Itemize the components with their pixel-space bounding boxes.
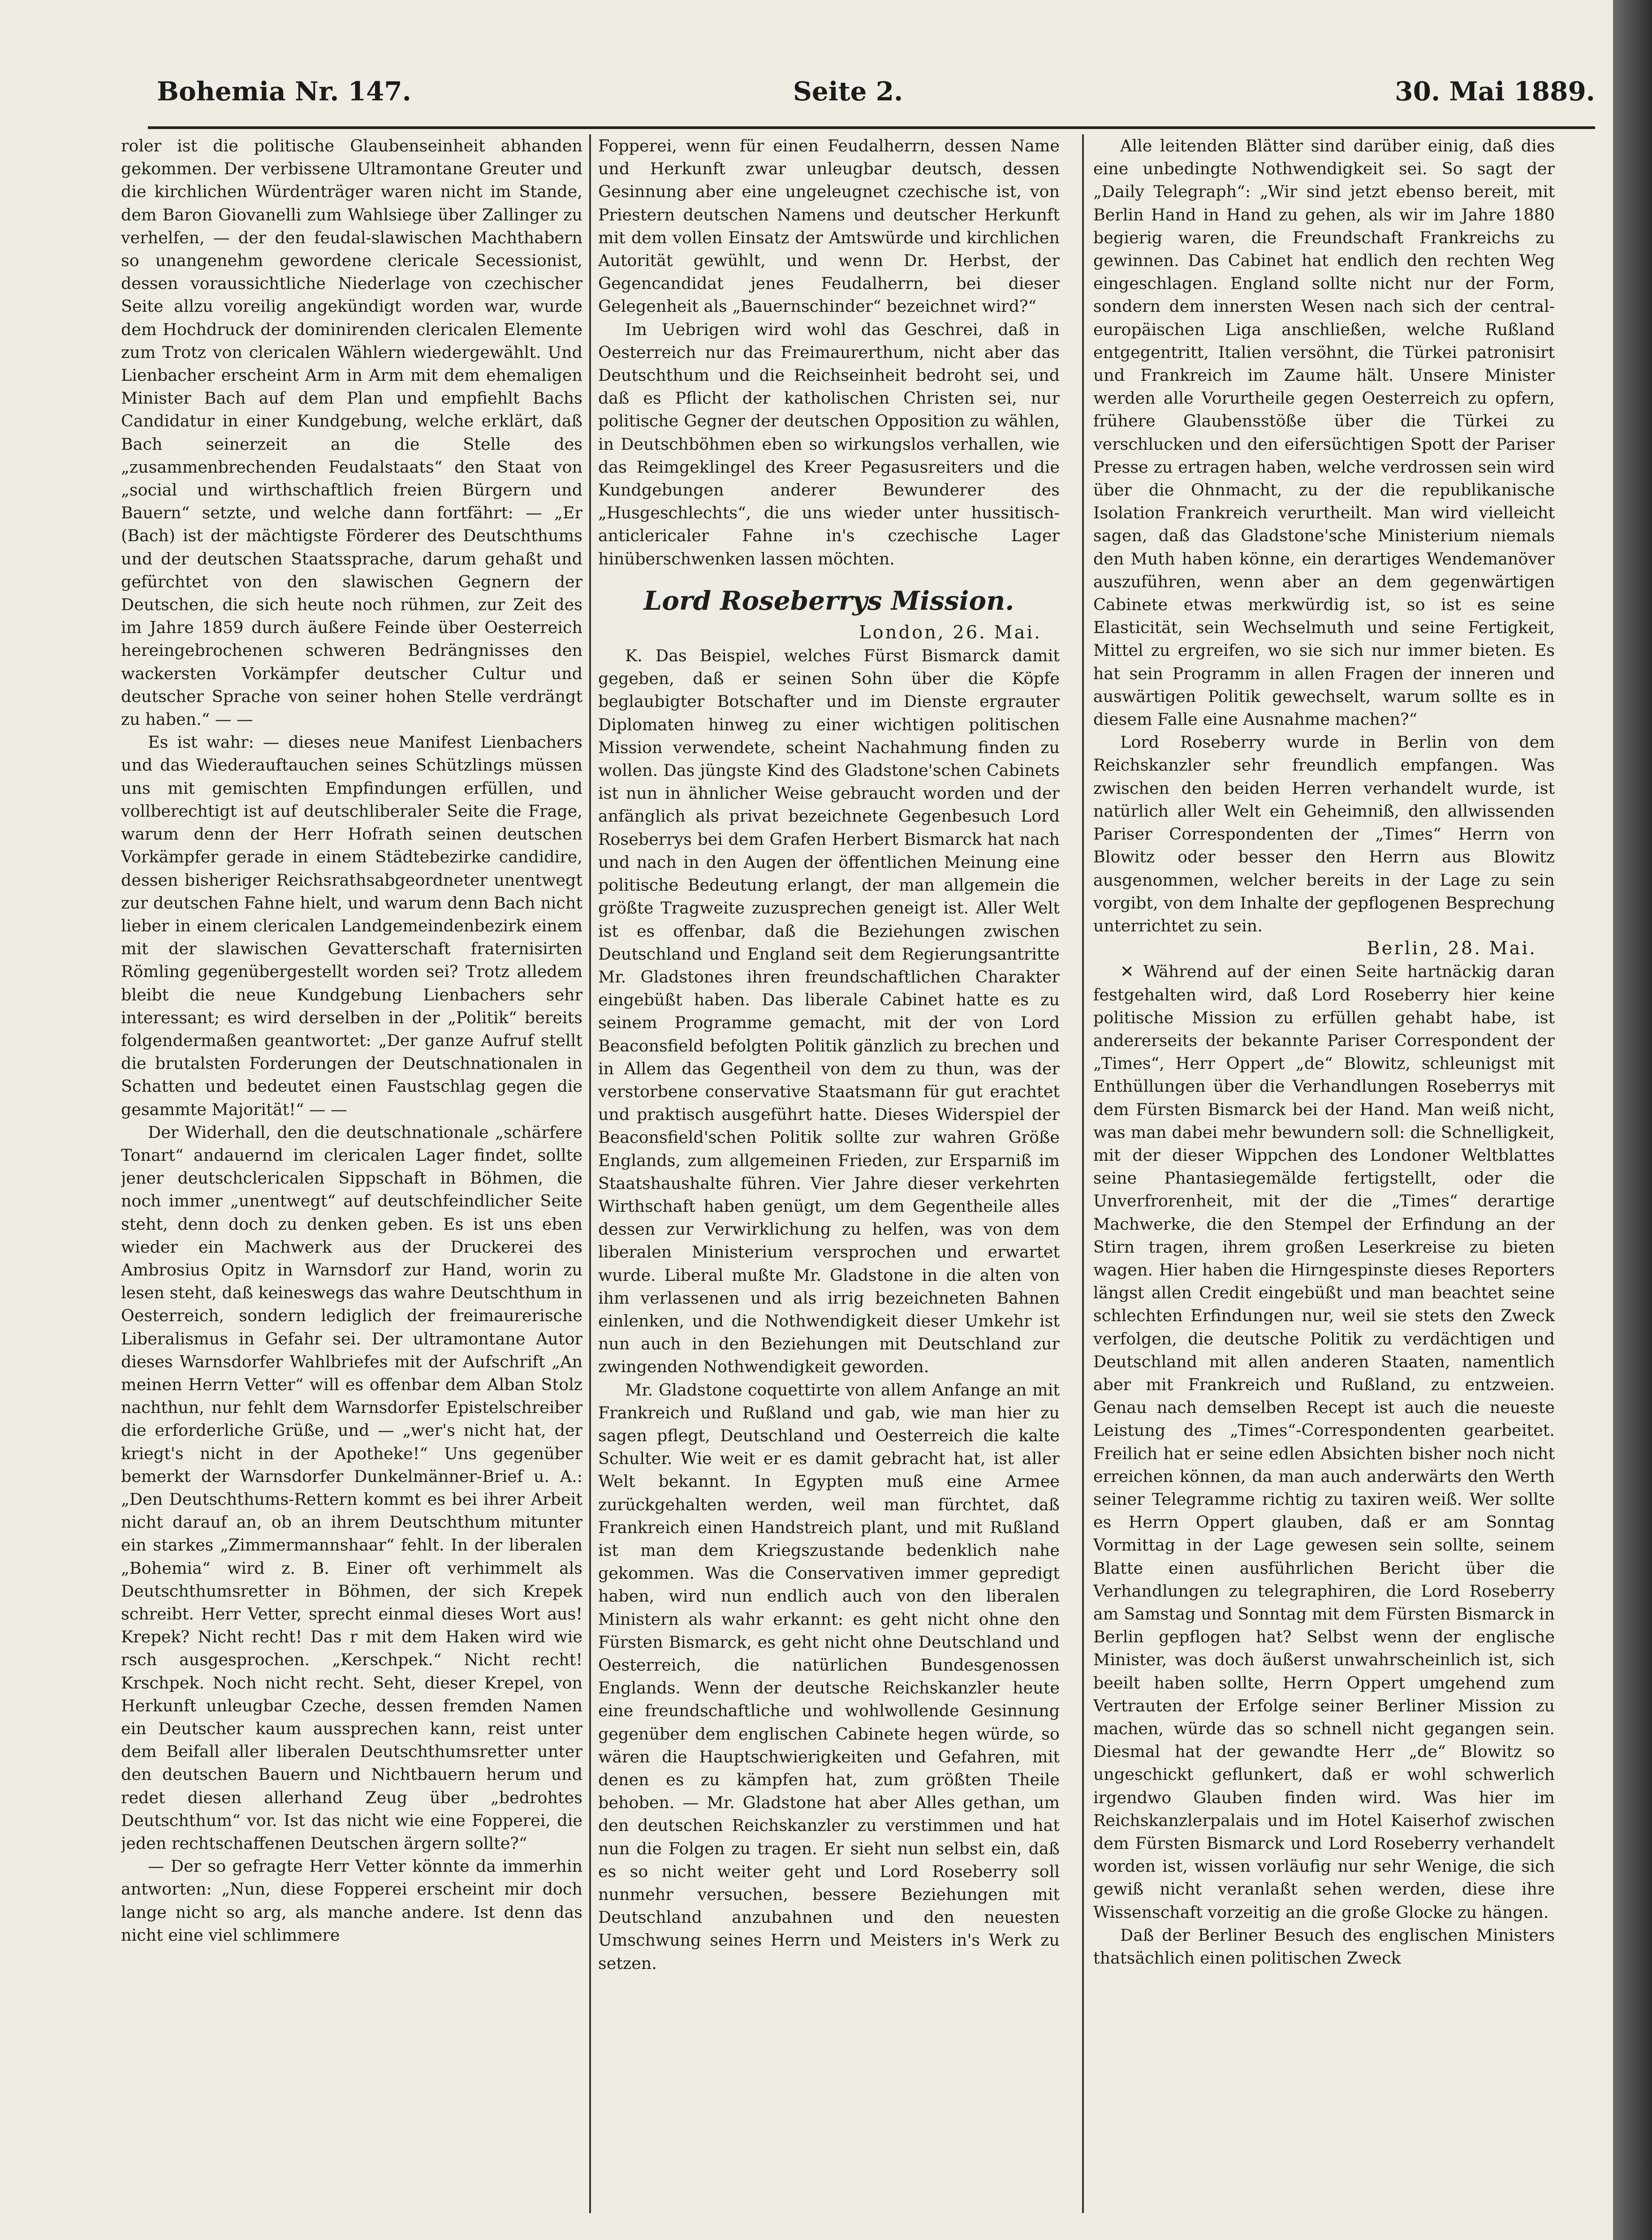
paragraph: Im Uebrigen wird wohl das Geschrei, daß in Oesterreich nur das Freimaurerthum, nicht aber das Deutschthum und die Reichseinheit bedroht sei, und daß es Pflicht der katholischen Christen sei, nur politische Gegner der deutschen Opposition zu wählen, in Deutschböhmen eben so wirkungslos verhallen, wie das Reimgeklingel des Kreer Pegasusreiters und die Kundgebungen anderer Bewunderer des „Husgeschlechts“, die uns wieder unter hussitisch-anticlericaler Fahne in's czechische Lager hinüberschwenken lassen möchten. — [598, 319, 1060, 569]
paragraph: Es ist wahr: — dieses neue Manifest Lienbachers und das Wiederauftauchen seines Schützlings müssen uns mit gemischten Empfindungen erfüllen, und vollberechtigt ist auf deutschliberaler Seite die Frage, warum denn der Herr Hofrath seinen deutschen Vorkämpfer gerade in einem Städtebezirke candidire, dessen bisheriger Reichsrathsabgeordneter unentwegt zur deutschen Fahne hielt, und warum denn Bach nicht lieber in einem clericalen Landgemeindenbezirk einem mit der slawischen Gevatterschaft fraternisirten Römling gegenübergestellt worden sei? Trotz alledem bleibt die neue Kundgebung Lienbachers sehr interessant; es wird derselben in der „Politik“ bereits folgendermaßen geantwortet: „Der ganze Aufruf stellt die brutalsten Forderungen der Deutschnationalen in Schatten und bedeutet einen Faustschlag gegen die gesammte Majorität!“ — — — [121, 732, 582, 1119]
paragraph: Alle leitenden Blätter sind darüber einig, daß dies eine unbedingte Nothwendigkeit sei. So sagt der „Daily Telegraph“: „Wir sind jetzt ebenso bereit, mit Berlin Hand in Hand zu gehen, als wir im Jahre 1880 begierig waren, die Freundschaft Frankreichs zu gewinnen. Das Cabinet hat endlich den rechten Weg eingeschlagen. England sollte nicht nur der Form, sondern dem innersten Wesen nach sich der central-europäischen Liga anschließen, welche Rußland entgegentritt, Italien versöhnt, die Türkei patronisirt und Frankreich im Zaume hält. Unsere Minister werden alle Vorurtheile gegen Oesterreich zu opfern, frühere Glaubensstöße über die Türkei zu verschlucken und den eifersüchtigen Spott der Pariser Presse zu ertragen haben, welche verdrossen sein wird über die Ohnmacht, zu der die republikanische Isolation Frankreich verurtheilt. Man wird vielleicht sagen, daß das Gladstone'sche Ministerium niemals den Muth haben könne, ein derartiges Wendemanöver auszuführen, wenn aber an dem gegenwärtigen Cabinete etwas merkwürdig ist, so ist es seine Elasticität, sein Wechselmuth und seine Fertigkeit, Mittel zu ergreifen, wo sie sich nur immer bieten. Es hat sein Programm in allen Fragen der inneren und auswärtigen Politik gewechselt, warum sollte es in diesem Falle eine Ausnahme machen?“ — [1093, 136, 1555, 729]
article-dateline: London, 26. Mai. — [859, 622, 1042, 643]
paragraph: Mr. Gladstone coquettirte von allem Anfange an mit Frankreich und Rußland und gab, wie man hier zu sagen pflegt, Deutschland und Oesterreich die kalte Schulter. Wie weit er es damit gebracht hat, ist aller Welt bekannt. In Egypten muß eine Armee zurückgehalten werden, weil man fürchtet, daß Frankreich einen Handstreich plant, und mit Rußland ist man dem Kriegszustande bedenklich nahe gekommen. Was die Conservativen immer gepredigt haben, wird nun endlich auch von den liberalen Ministern als wahr erkannt: es geht nicht ohne den Fürsten Bismarck, es geht nicht ohne Deutschland und Oesterreich, die natürlichen Bundesgenossen Englands. Wenn der deutsche Reichskanzler heute eine freundschaftliche und wohlwollende Gesinnung gegenüber dem englischen Cabinete hegen würde, so wären die Hauptschwierigkeiten und Gefahren, mit denen es zu kämpfen hat, zum größten Theile behoben. — Mr. Gladstone hat aber Alles gethan, um den deutschen Reichskanzler zu verstimmen und hat nun die Folgen zu tragen. Er sieht nun selbst ein, daß es so nicht weiter geht und Lord Roseberry soll nunmehr versuchen, bessere Beziehungen mit Deutschland anzubahnen und den neuesten Umschwung seines Herrn und Meisters in's Werk zu setzen. — [598, 1380, 1060, 1973]
column-rule — [1082, 134, 1084, 2213]
paragraph: — Der so gefragte Herr Vetter könnte da immerhin antworten: „Nun, diese Fopperei erscheint mir doch lange nicht so arg, als manche andere. Ist denn das nicht eine viel schlimmere — [121, 1857, 582, 1945]
header-rule — [148, 126, 1595, 129]
header-date: 30. Mai 1889. — [1395, 76, 1595, 107]
header-page-number: Seite 2. — [793, 76, 903, 107]
paragraph: Daß der Berliner Besuch des englischen Ministers thatsächlich einen politischen Zweck — [1093, 1925, 1555, 1968]
page-edge-shadow — [1613, 0, 1652, 2240]
page-header — [157, 76, 1595, 116]
header-paper-title: Bohemia Nr. 147. — [157, 76, 411, 107]
column-rule — [589, 134, 591, 2213]
column-2 — [598, 134, 1060, 2240]
article-dateline: Berlin, 28. Mai. — [1367, 938, 1537, 959]
paragraph: K. Das Beispiel, welches Fürst Bismarck damit gegeben, daß er seinen Sohn über die Köpfe beglaubigter Botschafter und im Dienste ergrauter Diplomaten hinweg zu einer wichtigen politischen Mission verwendete, scheint Nachahmung finden zu wollen. Das jüngste Kind des Gladstone'schen Cabinets ist nun in ähnlicher Weise gebraucht worden und der anfänglich als privat bezeichnete Gegenbesuch Lord Roseberrys bei dem Grafen Herbert Bismarck hat nach und nach in den Augen der öffentlichen Meinung eine politische Bedeutung erlangt, der man allgemein die größte Tragweite zuzusprechen geneigt ist. Aller Welt ist es offenbar, daß die Beziehungen zwischen Deutschland und England seit dem Regierungsantritte Mr. Gladstones ihren freundschaftlichen Charakter eingebüßt haben. Das liberale Cabinet hatte es zu seinem Programme gemacht, mit der von Lord Beaconsfield befolgten Politik gänzlich zu brechen und in Allem das Gegentheil von dem zu thun, was der verstorbene conservative Staatsmann für gut erachtet und praktisch ausgeführt hatte. Dieses Widerspiel der Beaconsfield'schen Politik sollte zur wahren Größe Englands, zum allgemeinen Frieden, zur Ersparniß im Staatshaushalte führen. Vier Jahre dieser verkehrten Wirthschaft haben genügt, um dem Gegentheile alles dessen zur Verwirklichung zu helfen, was von dem liberalen Ministerium versprochen und erwartet wurde. Liberal mußte Mr. Gladstone in die alten von ihm verlassenen und als irrig bezeichneten Bahnen einlenken, und die Nothwendigkeit dieser Umkehr ist nun auch in den Beziehungen mit Deutschland zur zwingenden Nothwendigkeit geworden. — [598, 646, 1060, 1377]
column-3 — [1093, 134, 1555, 2240]
paragraph: Der Widerhall, den die deutschnationale „schärfere Tonart“ andauernd im clericalen Lager findet, sollte jener deutschclericalen Sippschaft in Böhmen, die noch immer „unentwegt“ auf deutschfeindlicher Seite steht, denn doch zu denken geben. Es ist uns eben wieder ein Machwerk aus der Druckerei des Ambrosius Opitz in Warnsdorf zur Hand, worin zu lesen steht, daß keineswegs das wahre Deutschthum in Oesterreich, sondern lediglich der freimaurerische Liberalismus in Gefahr sei. Der ultramontane Autor dieses Warnsdorfer Wahlbriefes mit der Aufschrift „An meinen Herrn Vetter“ will es offenbar dem Alban Stolz nachthun, nur fehlt dem Warnsdorfer Epistelschreiber die erforderliche Grüße, und — „wer's nicht hat, der kriegt's nicht in der Apotheke!“ Uns gegenüber bemerkt der Warnsdorfer Dunkelmänner-Brief u. A.: „Den Deutschthums-Rettern kommt es bei ihrer Arbeit nicht darauf an, ob an ihrem Deutschthum mitunter ein starkes „Zimmermannshaar“ fehlt. In der liberalen „Bohemia“ wird z. B. Einer oft verhimmelt als Deutschthumsretter in Böhmen, der sich Krepek schreibt. Herr Vetter, sprecht einmal dieses Wort aus! Krepek? Nicht recht! Das r mit dem Haken wird wie rsch ausgesprochen. „Kerschpek.“ Nicht recht! Krschpek. Noch nicht recht. Seht, dieser Krepel, von Herkunft unleugbar Czeche, dessen fremden Namen ein Deutscher kaum aussprechen kann, reist unter dem Beifall aller liberalen Deutschthumsretter unter den deutschen Bauern und Nichtbauern herum und redet diesen allerhand Zeug über „bedrohtes Deutschthum“ vor. Ist das nicht wie eine Fopperei, die jeden rechtschaffenen Deutschen ärgern sollte?“ — [121, 1122, 582, 1853]
paragraph: Lord Roseberry wurde in Berlin von dem Reichskanzler sehr freundlich empfangen. Was zwischen den beiden Herren verhandelt wurde, ist natürlich aller Welt ein Geheimniß, den allwissenden Pariser Correspondenten der „Times“ Herrn von Blowitz oder besser den Herrn aus Blowitz ausgenommen, welcher bereits in der Lage zu sein vorgibt, von dem Inhalte der gepflogenen Besprechung unterrichtet zu sein. — [1093, 732, 1555, 935]
paragraph: ✕ Während auf der einen Seite hartnäckig daran festgehalten wird, daß Lord Roseberry hier keine politische Mission zu erfüllen gehabt habe, ist andererseits der bekannte Pariser Correspondent der „Times“, Herr Oppert „de“ Blowitz, schleunigst mit Enthüllungen über die Verhandlungen Roseberrys mit dem Fürsten Bismarck bei der Hand. Man weiß nicht, was man dabei mehr bewundern soll: die Schnelligkeit, mit der dieser Wippchen des Londoner Weltblattes seine Phantasiegemälde fertigstellt, oder die Unverfrorenheit, mit der die „Times“ derartige Machwerke, die den Stempel der Erfindung an der Stirn tragen, ihrem großen Leserkreise zu bieten wagen. Hier haben die Hirngespinste dieses Reporters längst allen Credit eingebüßt und man beachtet seine schlechten Erfindungen nur, weil sie stets den Zweck verfolgen, die deutsche Politik zu verdächtigen und Deutschland mit allen anderen Staaten, namentlich aber mit Frankreich und Rußland, zu entzweien. Genau nach demselben Recept ist auch die neueste Leistung des „Times“-Correspondenten gearbeitet. Freilich hat er seine edlen Absichten bisher noch nicht erreichen können, da man auch anderwärts den Werth seiner Telegramme richtig zu taxiren weiß. Wer sollte es Herrn Oppert glauben, daß er am Sonntag Vormittag in der Lage gewesen sein sollte, seinem Blatte einen ausführlichen Bericht über die Verhandlungen zu telegraphiren, die Lord Roseberry am Samstag und Sonntag mit dem Fürsten Bismarck in Berlin gepflogen hat? Selbst wenn der englische Minister, was doch äußerst unwahrscheinlich ist, sich beeilt haben sollte, Herrn Oppert umgehend zum Vertrauten der Erfolge seiner Berliner Mission zu machen, würde das so schnell nicht gegangen sein. Diesmal hat der gewandte Herr „de“ Blowitz so ungeschickt geflunkert, daß er wohl schwerlich irgendwo Glauben finden wird. Was hier im Reichskanzlerpalais und im Hotel Kaiserhof zwischen dem Fürsten Bismarck und Lord Roseberry verhandelt worden ist, wissen vorläufig nur sehr Wenige, die sich gewiß nicht veranlaßt sehen werden, diese ihre Wissenschaft vorzeitig an die große Glocke zu hängen. — [1093, 962, 1555, 1922]
paragraph: Fopperei, wenn für einen Feudalherrn, dessen Name und Herkunft zwar unleugbar deutsch, dessen Gesinnung aber eine ungeleugnet czechische ist, von Priestern deutschen Namens und deutscher Herkunft mit dem vollen Einsatz der Amtswürde und kirchlichen Autorität gewühlt, und wenn Dr. Herbst, der Gegencandidat jenes Feudalherrn, bei dieser Gelegenheit als „Bauernschinder“ bezeichnet wird?“ — [598, 136, 1060, 316]
article-heading: Lord Roseberrys Mission. — [643, 585, 1014, 616]
paragraph: roler ist die politische Glaubenseinheit abhanden gekommen. Der verbissene Ultramontane Greuter und die kirchlichen Würdenträger waren nicht im Stande, dem Baron Giovanelli zum Wahlsiege über Zallinger zu verhelfen, — der den feudal-slawischen Machthabern so unangenehm gewordene clericale Secessionist, dessen voraussichtliche Niederlage von czechischer Seite allzu voreilig angekündigt worden war, wurde dem Hochdruck der dominirenden clericalen Elemente zum Trotz von clericalen Wählern wiedergewählt. Und Lienbacher erscheint Arm in Arm mit dem ehemaligen Minister Bach auf dem Plan und empfiehlt Bachs Candidatur in einer Kundgebung, welche erklärt, daß Bach seinerzeit an die Stelle des „zusammenbrechenden Feudalstaats“ den Staat von „social und wirthschaftlich freien Bürgern und Bauern“ setzte, und welche dann fortfährt: — „Er (Bach) ist der mächtigste Förderer des Deutschthums und der deutschen Staatssprache, darum gehaßt und gefürchtet von den slawischen Gegnern der Deutschen, die sich heute noch rühmen, zur Zeit des im Jahre 1859 durch äußere Feinde über Oesterreich hereingebrochenen schweren Bedrängnisses den wackersten Vorkämpfer deutscher Cultur und deutscher Sprache von seiner hohen Stelle verdrängt zu haben.“ — — — [121, 136, 582, 729]
column-1 — [121, 134, 582, 2240]
